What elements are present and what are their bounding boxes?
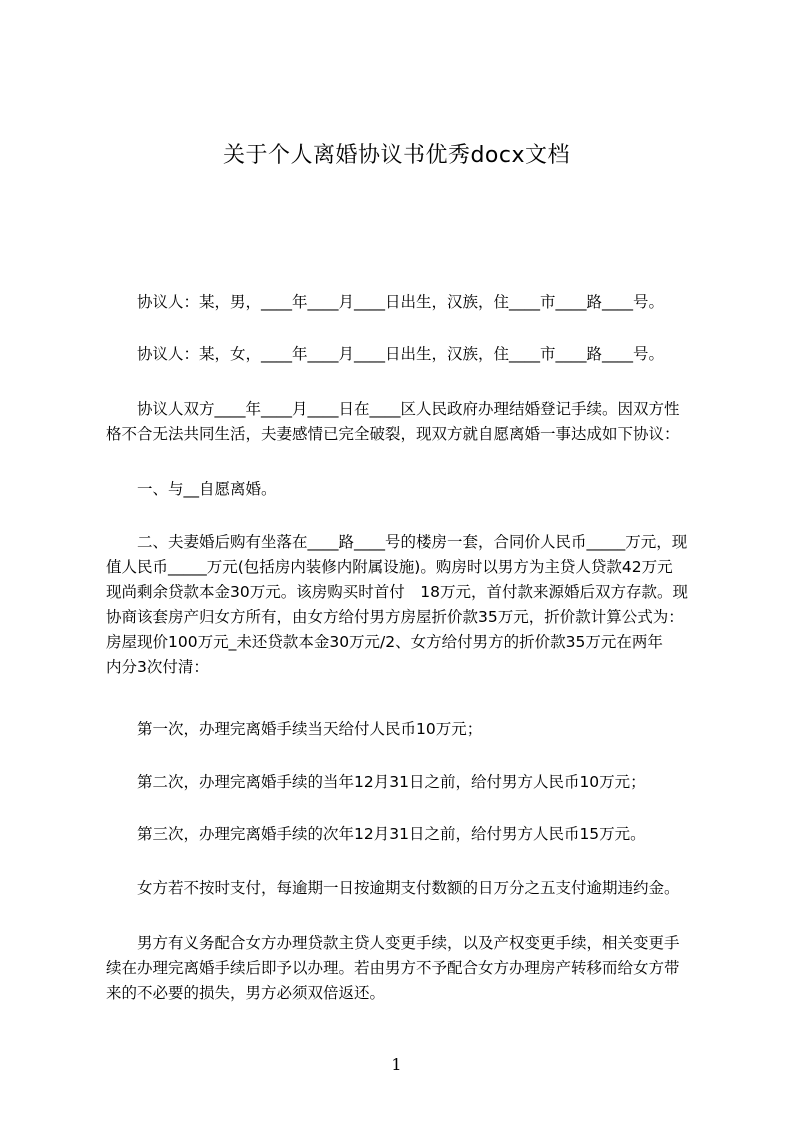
text-line: 内分3次付清： [106,658,209,676]
text-line: 协议人：某，男，____年____月____日出生，汉族，住____市____路____号。 [106,293,665,311]
paragraph-party-female [106,342,716,367]
paragraph-clause-2 [106,530,716,680]
text-line: 协商该套房产归女方所有，由女方给付男方房屋折价款35万元，折价款计算公式为： [106,608,684,626]
paragraph-penalty [106,876,716,901]
paragraph-payment-1 [106,717,716,742]
paragraph-payment-2 [106,770,716,795]
text-line: 协议人双方____年____月____日在____区人民政府办理结婚登记手续。因双方性 [106,400,680,418]
paragraph-obligation [106,931,716,1006]
text-line: 女方若不按时支付，每逾期一日按逾期支付数额的日万分之五支付逾期违约金。 [106,879,680,897]
text-line: 第一次，办理完离婚手续当天给付人民币10万元； [106,720,483,738]
text-line: 来的不必要的损失，男方必须双倍返还。 [106,984,386,1002]
text-line: 一、与__自愿离婚。 [106,480,277,498]
text-line: 协议人：某，女，____年____月____日出生，汉族，住____市____路____号。 [106,345,665,363]
document-title: 关于个人离婚协议书优秀docx文档 [222,143,571,168]
text-line: 第二次，办理完离婚手续的当年12月31日之前，给付男方人民币10万元； [106,773,646,791]
text-line: 第三次，办理完离婚手续的次年12月31日之前，给付男方人民币15万元。 [106,825,646,843]
text-line: 值人民币_____万元(包括房内装修内附属设施)。购房时以男方为主贷人贷款42万元 [106,558,673,576]
text-line: 二、夫妻婚后购有坐落在____路____号的楼房一套，合同价人民币_____万元，现 [106,533,688,551]
paragraph-clause-1 [106,477,716,502]
page-number: 1 [391,1055,402,1074]
text-line: 男方有义务配合女方办理贷款主贷人变更手续，以及产权变更手续，相关变更手 [106,934,680,952]
text-line: 房屋现价100万元_未还贷款本金30万元/2、女方给付男方的折价款35万元在两年 [106,633,663,651]
paragraph-party-male [106,290,716,315]
paragraph-intro [106,397,716,447]
paragraph-payment-3 [106,822,716,847]
text-line: 续在办理完离婚手续后即予以办理。若由男方不予配合女方办理房产转移而给女方带 [106,959,680,977]
text-line: 现尚剩余贷款本金30万元。该房购买时首付 18万元，首付款来源婚后双方存款。现 [106,583,688,601]
text-line: 格不合无法共同生活，夫妻感情已完全破裂，现双方就自愿离婚一事达成如下协议： [106,425,680,443]
